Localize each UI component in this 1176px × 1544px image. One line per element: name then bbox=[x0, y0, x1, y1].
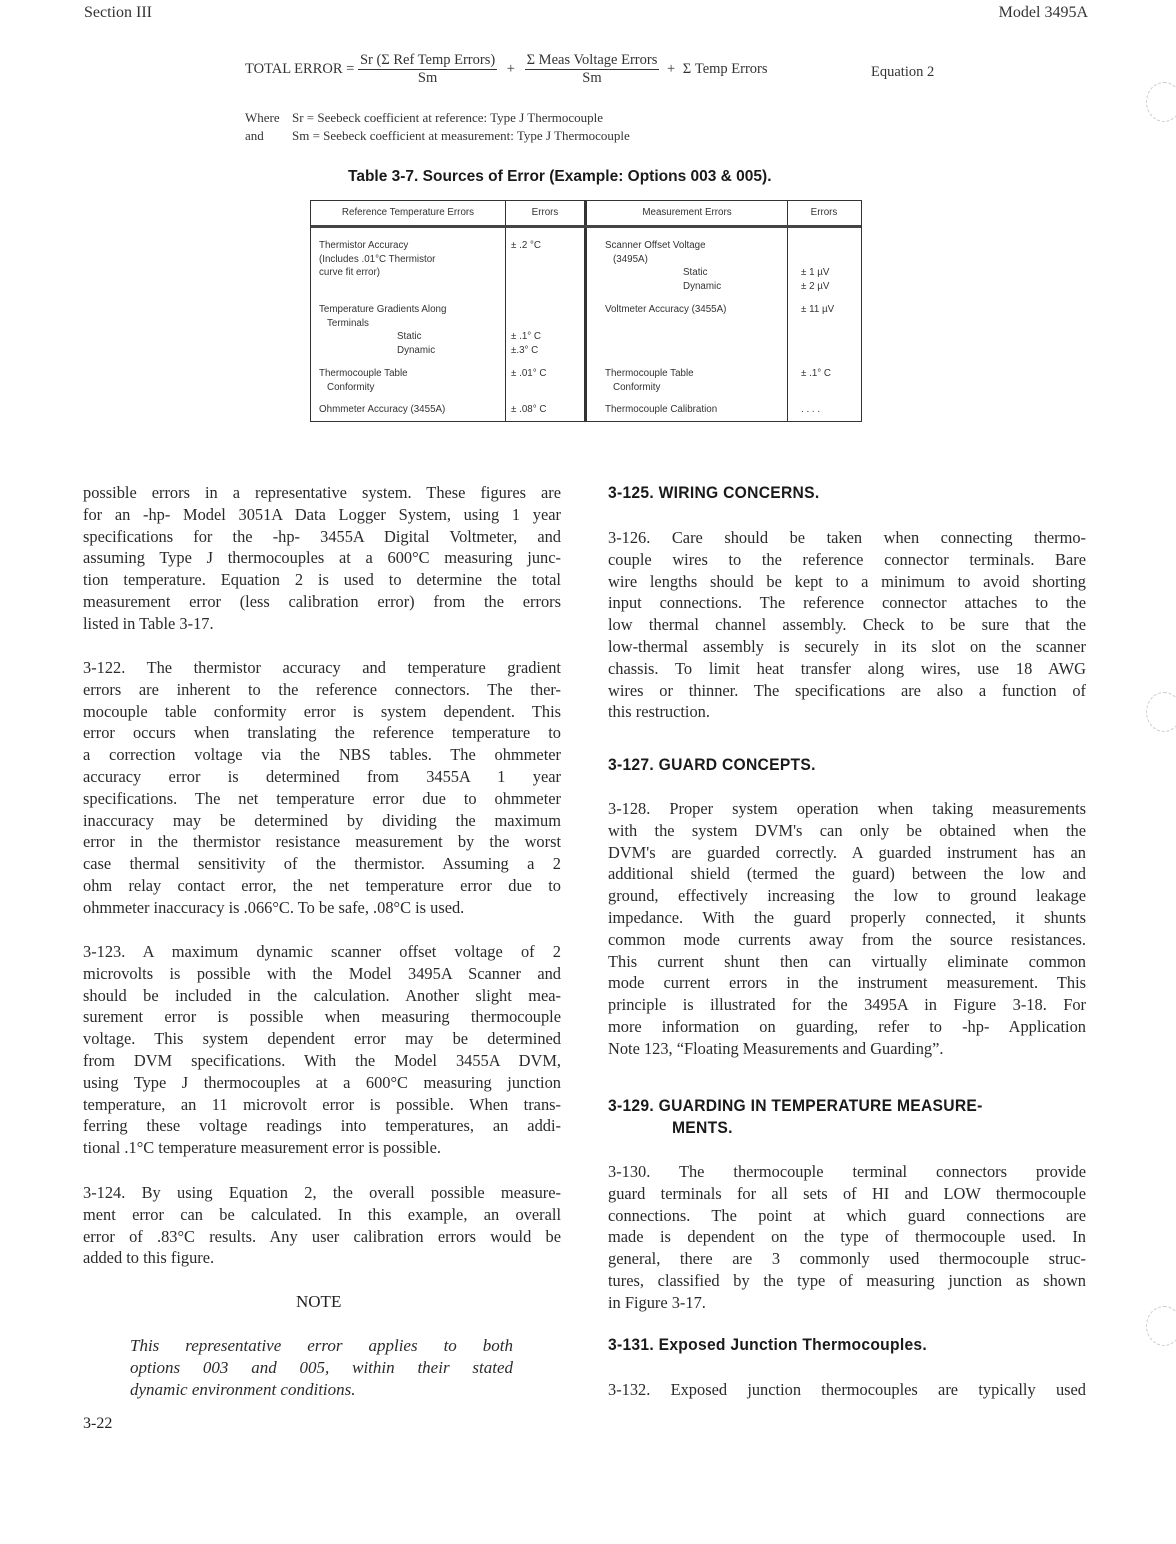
punch-hole bbox=[1146, 1306, 1176, 1346]
table-cell bbox=[801, 239, 829, 293]
note-text bbox=[130, 1335, 513, 1400]
text-line: input connections. The reference connector attaches to the bbox=[608, 593, 1086, 613]
text-line: 3-130. The thermocouple terminal connectors provide bbox=[608, 1162, 1086, 1181]
table-title: Table 3-7. Sources of Error (Example: Options 003 & 005). bbox=[348, 168, 772, 185]
table-cell-line: ± 11 µV bbox=[801, 304, 835, 315]
text-line: measurement error (less calibration error) from the errors bbox=[83, 591, 561, 611]
text-line: ground, effectively increasing the low to ground leakage bbox=[608, 886, 1086, 906]
paragraph-3-130 bbox=[608, 1161, 1086, 1314]
text-line: accuracy error is determined from 3455A 1 year bbox=[83, 766, 561, 786]
table-header: Errors bbox=[810, 207, 838, 218]
text-line: tion temperature. Equation 2 is used to determine the total bbox=[83, 570, 561, 590]
table-header: Errors bbox=[531, 207, 559, 218]
table-cell bbox=[605, 239, 721, 293]
text-line: a correction voltage via the NBS tables. The ohmmeter bbox=[83, 745, 561, 765]
text-line: options 003 and 005, within their stated bbox=[130, 1357, 513, 1377]
table-cell bbox=[511, 303, 541, 357]
paragraph-3-122 bbox=[83, 657, 561, 919]
text-line: errors are inherent to the reference connectors. The ther- bbox=[83, 679, 561, 699]
note-title: NOTE bbox=[296, 1292, 342, 1311]
table-cell-line: Scanner Offset Voltage bbox=[605, 240, 706, 251]
text-line: voltage. This system dependent error may be determined bbox=[83, 1029, 561, 1049]
table-cell bbox=[319, 303, 446, 357]
table-cell-line: ± 2 µV bbox=[801, 280, 830, 292]
text-line: wire lengths should be kept to a minimum to avoid shorting bbox=[608, 571, 1086, 591]
heading-3-129-cont: MENTS. bbox=[672, 1118, 733, 1137]
table-cell bbox=[801, 403, 820, 417]
text-line: specifications. The net temperature error due to ohmmeter bbox=[83, 788, 561, 808]
table-cell bbox=[511, 239, 541, 253]
text-line: surement error is possible when measuring thermocouple bbox=[83, 1007, 561, 1027]
table-cell bbox=[801, 303, 834, 317]
text-line: additional shield (termed the guard) between the low and bbox=[608, 864, 1086, 884]
text-line: in Figure 3-17. bbox=[608, 1292, 706, 1312]
table-cell-line: Thermocouple Table bbox=[319, 368, 408, 379]
table-cell-line: Thermocouple Calibration bbox=[605, 404, 718, 415]
table-cell bbox=[511, 367, 546, 381]
text-line: possible errors in a representative system. These figures are bbox=[83, 483, 561, 502]
table-cell-line: Voltmeter Accuracy (3455A) bbox=[605, 304, 727, 315]
table-cell bbox=[319, 367, 408, 394]
text-line: error of .83°C results. Any user calibration errors would be bbox=[83, 1226, 561, 1246]
text-line: assuming Type J thermocouples at a 600°C measuring junc- bbox=[83, 548, 561, 568]
text-line: 3-122. The thermistor accuracy and temperature gradient bbox=[83, 658, 561, 677]
table-cell-line: Thermocouple Table bbox=[605, 368, 694, 379]
table-cell-line: ± .01° C bbox=[511, 368, 547, 379]
table-cell-line bbox=[511, 303, 541, 317]
table-cell bbox=[605, 367, 694, 394]
text-line: principle is illustrated for the 3495A in Figure 3-18. For bbox=[608, 995, 1086, 1015]
and-label: and bbox=[245, 128, 264, 143]
text-line: added to this figure. bbox=[83, 1248, 215, 1268]
text-line: 3-128. Proper system operation when taking measurements bbox=[608, 799, 1086, 818]
table-cell bbox=[319, 239, 435, 280]
text-line: listed in Table 3-17. bbox=[83, 613, 214, 633]
text-line: inaccuracy may be determined by dividing the maximum bbox=[83, 810, 561, 830]
text-line: DVM's are guarded correctly. A guarded instrument has an bbox=[608, 842, 1086, 862]
text-line: This representative error applies to both bbox=[130, 1336, 513, 1355]
table-cell bbox=[511, 403, 546, 417]
text-line: tures, classified by the type of measuring junction as shown bbox=[608, 1270, 1086, 1290]
text-line: low thermal channel assembly. Check to be sure that the bbox=[608, 615, 1086, 635]
text-line: this restruction. bbox=[608, 702, 710, 722]
table-cell-line: ± .2 °C bbox=[511, 240, 541, 251]
table-header: Reference Temperature Errors bbox=[341, 207, 475, 218]
paragraph bbox=[83, 482, 561, 635]
equation-term2 bbox=[525, 52, 660, 87]
text-line: ferring these voltage readings into temperatures, an addi- bbox=[83, 1116, 561, 1136]
section-label: Section III bbox=[84, 4, 152, 21]
table-cell-line bbox=[801, 239, 829, 253]
text-line: tional .1°C temperature measurement error is possible. bbox=[83, 1138, 441, 1158]
paragraph-3-128 bbox=[608, 798, 1086, 1060]
text-line: 3-124. By using Equation 2, the overall possible measure- bbox=[83, 1183, 561, 1202]
text-line: couple wires to the reference connector terminals. Bare bbox=[608, 549, 1086, 569]
text-line: dynamic environment conditions. bbox=[130, 1379, 356, 1399]
table-cell-line: Dynamic bbox=[683, 280, 722, 292]
paragraph-3-124 bbox=[83, 1182, 561, 1269]
table-cell bbox=[605, 303, 726, 317]
heading-3-131: 3-131. Exposed Junction Thermocouples. bbox=[608, 1335, 928, 1354]
text-line: more information on guarding, refer to -hp- Application bbox=[608, 1016, 1086, 1036]
page-number: 3-22 bbox=[83, 1415, 113, 1432]
table-cell-line: Temperature Gradients Along bbox=[319, 304, 447, 315]
table-cell-line bbox=[801, 253, 829, 267]
text-line: wires or thinner. The specifications are also a function of bbox=[608, 680, 1086, 700]
table-cell-line: Static bbox=[683, 267, 708, 279]
text-line: for an -hp- Model 3051A Data Logger System, using 1 year bbox=[83, 504, 561, 524]
paragraph-3-132 bbox=[608, 1379, 1086, 1401]
table-cell-line: Conformity bbox=[327, 381, 375, 393]
heading-3-125: 3-125. WIRING CONCERNS. bbox=[608, 483, 820, 502]
text-line: connections. The point at which guard connections are bbox=[608, 1205, 1086, 1225]
table-cell-line: Terminals bbox=[327, 317, 369, 329]
heading-3-129: 3-129. GUARDING IN TEMPERATURE MEASURE- bbox=[608, 1096, 983, 1115]
table-cell-line: ± .1° C bbox=[801, 368, 831, 379]
punch-hole bbox=[1146, 82, 1176, 122]
where-text: Sr = Seebeck coefficient at reference: Type J Thermocouple bbox=[292, 110, 604, 125]
table-cell-line: ± 1 µV bbox=[801, 267, 830, 279]
table-cell bbox=[801, 367, 831, 381]
where-label: Where bbox=[245, 110, 280, 125]
table-cell-line: Conformity bbox=[613, 381, 661, 393]
table-cell-line: ±.3° C bbox=[511, 344, 539, 356]
text-line: case thermal sensitivity of the thermistor. Assuming a 2 bbox=[83, 854, 561, 874]
paragraph-3-123 bbox=[83, 941, 561, 1159]
equation-term1 bbox=[358, 52, 497, 87]
text-line: made is dependent on the type of thermocouple used. In bbox=[608, 1227, 1086, 1247]
equation-2 bbox=[245, 52, 768, 87]
table-cell-line: Ohmmeter Accuracy (3455A) bbox=[319, 404, 446, 415]
table-cell bbox=[605, 403, 717, 417]
text-line: mode current errors in the instrument measurement. This bbox=[608, 973, 1086, 993]
text-line: ohmmeter inaccuracy is .066°C. To be safe, .08°C is used. bbox=[83, 897, 465, 917]
text-line: should be included in the calculation. Another slight mea- bbox=[83, 985, 561, 1005]
text-line: 3-123. A maximum dynamic scanner offset voltage of 2 bbox=[83, 942, 561, 961]
plus-sign: + bbox=[666, 61, 676, 77]
table-cell-line: Static bbox=[397, 331, 422, 343]
text-line: guard terminals for all sets of HI and LOW thermocouple bbox=[608, 1183, 1086, 1203]
paragraph-3-126 bbox=[608, 527, 1086, 723]
text-line: error in the thermistor resistance measurement by the worst bbox=[83, 832, 561, 852]
text-line: from DVM specifications. With the Model 3455A DVM, bbox=[83, 1050, 561, 1070]
text-line: mocouple table conformity error is system dependent. This bbox=[83, 701, 561, 721]
table-cell-line: (3495A) bbox=[613, 253, 648, 265]
text-line: chassis. To limit heat transfer along wires, use 18 AWG bbox=[608, 658, 1086, 678]
text-line: with the system DVM's can only be obtained when the bbox=[608, 820, 1086, 840]
term1-numerator: Sr (Σ Ref Temp Errors) bbox=[359, 52, 496, 68]
table-header: Measurement Errors bbox=[642, 207, 732, 218]
table-cell-line: Thermistor Accuracy bbox=[319, 240, 409, 251]
table-cell-line: curve fit error) bbox=[319, 267, 380, 279]
table-cell-line: . . . . bbox=[801, 404, 821, 415]
equation-term3: Σ Temp Errors bbox=[682, 61, 768, 77]
text-line: 3-132. Exposed junction thermocouples are typically used bbox=[608, 1380, 1086, 1399]
text-line: This current shunt then can virtually eliminate common bbox=[608, 951, 1086, 971]
text-line: error occurs when translating the reference temperature to bbox=[83, 723, 561, 743]
table-cell-line: ± .1° C bbox=[511, 331, 541, 343]
term2-denominator: Sm bbox=[582, 70, 602, 86]
text-line: 3-126. Care should be taken when connecting thermo- bbox=[608, 528, 1086, 547]
table-cell-line: ± .08° C bbox=[511, 404, 547, 415]
table-cell-line bbox=[511, 317, 541, 331]
term1-denominator: Sm bbox=[417, 70, 438, 86]
text-line: specifications for the -hp- 3455A Digital Voltmeter, and bbox=[83, 526, 561, 546]
term2-numerator: Σ Meas Voltage Errors bbox=[526, 52, 658, 68]
sources-of-error-table bbox=[310, 200, 862, 422]
text-line: common mode currents away from the source resistances. bbox=[608, 929, 1086, 949]
table-cell-line: (Includes .01°C Thermistor bbox=[319, 253, 436, 265]
punch-hole bbox=[1146, 692, 1176, 732]
text-line: microvolts is possible with the Model 3495A Scanner and bbox=[83, 963, 561, 983]
text-line: temperature, an 11 microvolt error is possible. When trans- bbox=[83, 1094, 561, 1114]
text-line: ohm relay contact error, the net temperature error due to bbox=[83, 875, 561, 895]
text-line: using Type J thermocouples at a 600°C measuring junction bbox=[83, 1072, 561, 1092]
table-cell bbox=[319, 403, 445, 417]
equation-lhs: TOTAL ERROR = bbox=[245, 61, 355, 77]
and-text: Sm = Seebeck coefficient at measurement: Type J Thermocouple bbox=[292, 128, 630, 143]
text-line: ment error can be calculated. In this example, an overall bbox=[83, 1204, 561, 1224]
text-line: general, there are 3 commonly used thermocouple struc- bbox=[608, 1249, 1086, 1269]
equation-label: Equation 2 bbox=[871, 64, 935, 80]
text-line: impedance. With the guard properly connected, it shunts bbox=[608, 907, 1086, 927]
text-line: Note 123, “Floating Measurements and Guarding”. bbox=[608, 1038, 944, 1058]
plus-sign: + bbox=[506, 61, 515, 77]
heading-3-127: 3-127. GUARD CONCEPTS. bbox=[608, 755, 816, 774]
model-label: Model 3495A bbox=[998, 4, 1088, 21]
text-line: low-thermal assembly is securely in its slot on the scanner bbox=[608, 636, 1086, 656]
table-cell-line: Dynamic bbox=[397, 344, 436, 356]
